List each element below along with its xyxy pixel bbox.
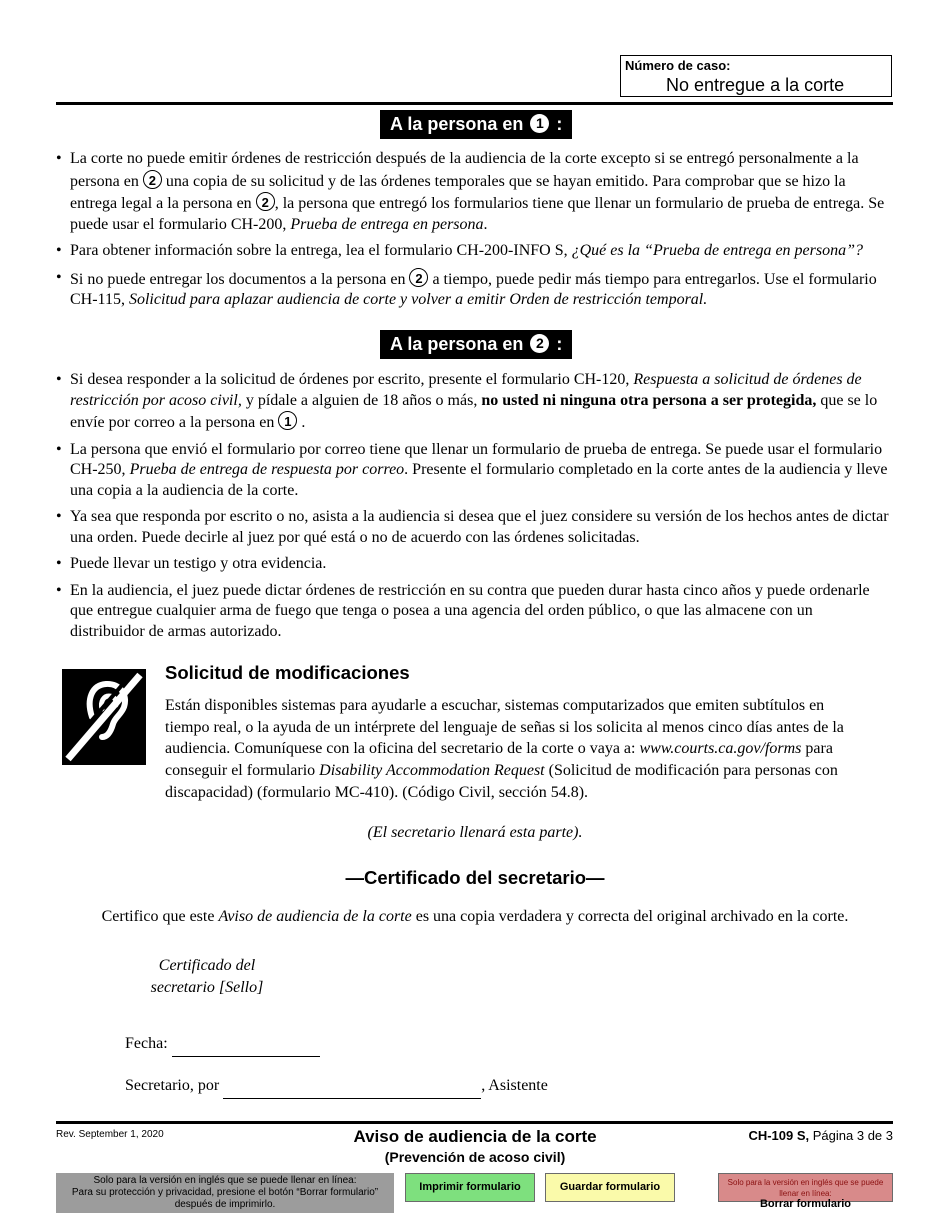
clear-form-button[interactable] [718,1173,893,1210]
person-2-number-icon: 2 [409,268,428,287]
person-2-number-icon: 2 [256,192,275,211]
date-line [125,1035,320,1057]
hearing-assistance-icon [62,669,146,765]
clear-form-label: Borrar formulario [759,1198,852,1210]
case-number-label: Número de caso: [625,58,731,73]
assistant-label: , Asistente [481,1077,548,1094]
header-divider [56,102,893,105]
modifications-body: Están disponibles sistemas para ayudarle a escuchar, sistemas computarizados que emiten subtítulos en tiempo real, o la ayuda de un intérprete del lenguaje de señas si los solicita al menos cinco días antes de la audiencia. Comuníquese con la oficina del secretario de la corte o vaya a: www.courts.ca.gov/forms para conseguir el formulario Disability Accommodation Request (Solicitud de modificación para personas con discapacidad) (formulario MC-410). (Código Civil, sección 54.8). [165,697,844,801]
footer-divider [56,1121,893,1124]
list-item: • La corte no puede emitir órdenes de restricción después de la audiencia de la corte excepto si se entregó personalmente a la persona en 2 una copia de su solicitud y de las órdenes temporales que se hayan emitido. Para comprobar que se hizo la entrega legal a la persona en 2 , la persona que entregó los formularios tiene que llenar un formulario de prueba de entrega. Se puede usar el formulario CH-200, Prueba de entrega en persona. [56,149,891,235]
section-banner-person-2 [380,330,572,359]
clerk-seal-area: Certificado del secretario [Sello] [150,957,264,996]
date-field[interactable] [172,1038,320,1057]
section-2-list [56,370,891,648]
form-title: Aviso de audiencia de la corte [353,1127,597,1146]
banner-2-prefix: A la persona en [390,334,524,354]
clerk-line [125,1077,548,1099]
privacy-notice: Solo para la versión en inglés que se puede llenar en línea: Para su protección y privacidad, presione el botón “Borrar formulario” después de imprimirlo. [56,1173,394,1213]
page-number: Página 3 de 3 [812,1128,893,1143]
section-banner-person-1 [380,110,572,139]
list-item: • Para obtener información sobre la entrega, lea el formulario CH-200-INFO S, ¿Qué es la “Prueba de entrega en persona”? [56,241,891,262]
clerk-field[interactable] [223,1080,481,1099]
person-2-number-icon: 2 [143,170,162,189]
certificate-title: —Certificado del secretario— [345,867,605,888]
clerk-label: Secretario, por [125,1077,220,1094]
courts-website-link[interactable]: www.courts.ca.gov/forms [639,740,802,758]
list-item: • En la audiencia, el juez puede dictar órdenes de restricción en su contra que pueden durar hasta cinco años y puede ordenarle que entregue cualquier arma de fuego que tenga o posea a una agencia del orden público, o que las almacene con un distribuidor de armas autorizado. [56,581,891,643]
case-number-box[interactable] [620,55,892,97]
list-item: • Si no puede entregar los documentos a la persona en 2 a tiempo, puede pedir más tiempo para entregarlos. Use el formulario CH-115, Solicitud para aplazar audiencia de corte y volver a emitir Orden de restricción temporal. [56,268,891,311]
person-2-number-icon: 2 [530,334,549,353]
banner-1-suffix: : [556,114,563,134]
clear-form-note: Solo para la versión en inglés que se puede llenar en línea: [727,1178,884,1198]
person-1-number-icon: 1 [278,411,297,430]
list-item: • La persona que envió el formulario por correo tiene que llenar un formulario de prueba de entrega. Se puede usar el formulario CH-250, Prueba de entrega de respuesta por correo. Presente el formulario completado en la corte antes de la audiencia y lleve una copia a la audiencia de la corte. [56,440,891,502]
revision-date: Rev. September 1, 2020 [56,1129,164,1140]
modifications-title: Solicitud de modificaciones [165,662,410,683]
banner-1-prefix: A la persona en [390,114,524,134]
clerk-note: (El secretario llenará esta parte). [367,824,583,841]
banner-2-suffix: : [556,334,563,354]
list-item: • Si desea responder a la solicitud de órdenes por escrito, presente el formulario CH-120, Respuesta a solicitud de órdenes de restricción por acoso civil, y pídale a alguien de 18 años o más, no usted ni ninguna otra persona a ser protegida, que se lo envíe por correo a la persona en 1 . [56,370,891,434]
date-label: Fecha: [125,1035,168,1052]
person-1-number-icon: 1 [530,114,549,133]
form-subtitle: (Prevención de acoso civil) [384,1149,566,1165]
print-form-button[interactable]: Imprimir formulario [405,1173,535,1202]
save-form-button[interactable]: Guardar formulario [545,1173,675,1202]
section-1-list [56,149,891,317]
certificate-text: Certifico que este Aviso de audiencia de la corte es una copia verdadera y correcta del original archivado en la corte. [101,908,849,925]
form-id: CH-109 S, Página 3 de 3 [748,1128,893,1143]
list-item: • Ya sea que responda por escrito o no, asista a la audiencia si desea que el juez considere su versión de los hechos antes de dictar una orden. Puede decirle al juez por qué está o no de acuerdo con las órdenes solicitadas. [56,507,891,548]
case-number-value: No entregue a la corte [666,75,845,95]
list-item: • Puede llevar un testigo y otra evidencia. [56,554,891,575]
